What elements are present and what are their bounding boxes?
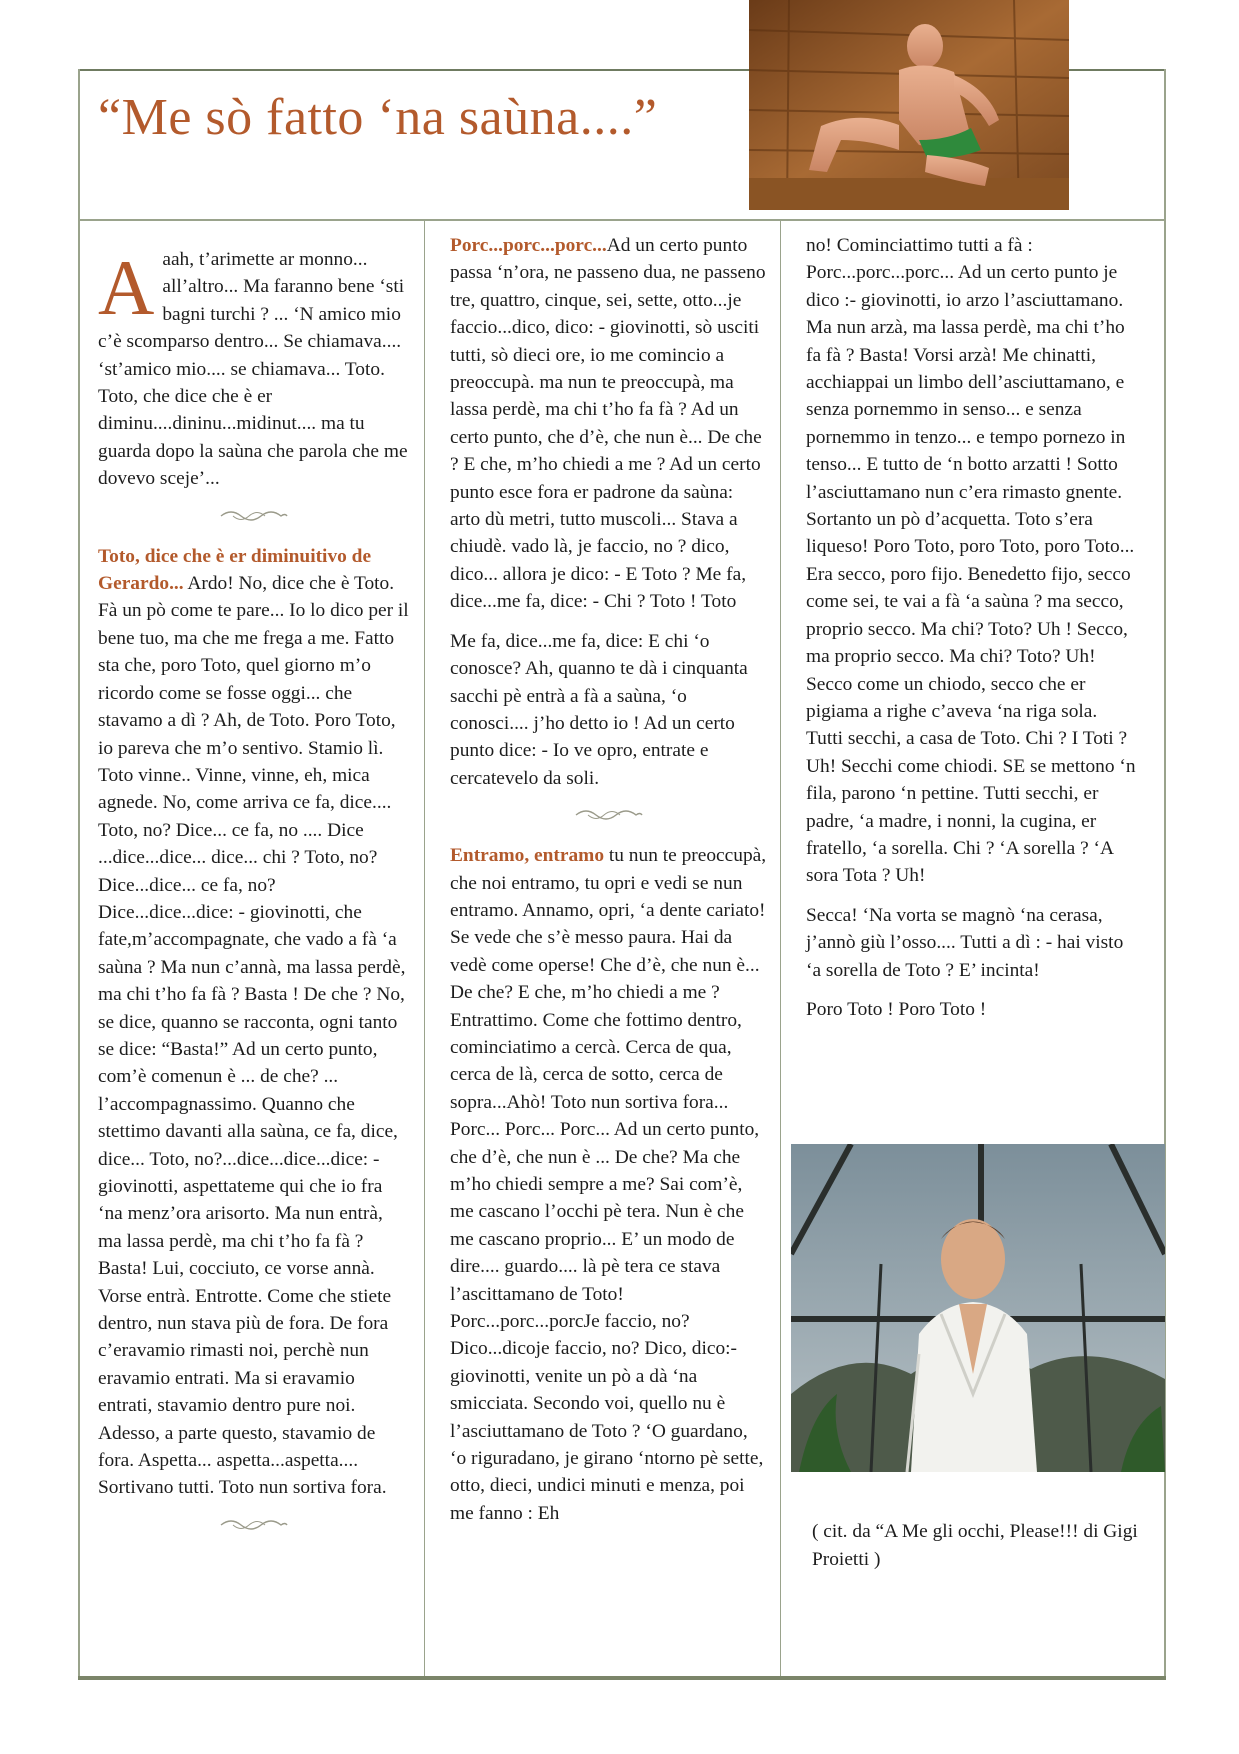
column-2-lead-heading-2: Entramo, entramo <box>450 845 605 867</box>
column-divider-2 <box>780 220 781 1676</box>
header-divider <box>78 219 1166 221</box>
sauna-photo <box>749 0 1069 210</box>
column-3-paragraph-1: no! Cominciattimo tutti a fà : Porc...porc...porc... Ad un certo punto je dico :- giovinotti, io arzo l’asciuttamano. Ma nun arzà, ma lassa perdè, ma chi t’ho fa fà ? Basta! Vorsi arzà! Me chinatti, acchiappai un limbo dell’asciuttamano, e senza pornemmo in senso... e senza pornemmo in tenzo... e tempo pornezo in tenso... E tutto de ‘n botto arzatti ! Sotto l’asciuttamano nun c’era rimasto gnente. Sortanto un pò d’acquetta. Toto s’era liqueso! Poro Toto, poro Toto, poro Toto... Era secco, poro fijo. Benedetto fijo, secco come sei, te vai a fà ‘a saùna ? ma secco, proprio secco. Ma chi? Toto? Uh ! Secco, ma proprio secco. Ma chi? Toto? Uh! Secco come un chiodo, secco che er pigiama a righe c’aveva ‘na riga sola. Tutti secchi, a casa de Toto. Chi ? I Toti ? Uh! Secchi come chiodi. SE se mettono ‘n fila, parono ‘n pettine. Tutti secchi, er padre, ‘a madre, i nonni, la cugina, er fratello, ‘a sorella. Chi ? ‘A sorella ? ‘A sora Tota ? Uh! <box>806 235 1136 887</box>
frame-bottom-rule <box>78 1676 1166 1680</box>
citation: ( cit. da “A Me gli occhi, Please!!! di Gigi Proietti ) <box>812 1521 1138 1570</box>
flourish-ornament-icon <box>219 1516 289 1534</box>
article-column-3 <box>806 232 1138 1035</box>
column-2-paragraph-3: tu nun te preoccupà, che noi entramo, tu opri e vedi se nun entramo. Annamo, opri, ‘a dente cariato! Se vede che s’è messo paura. Hai da vedè come operse! Che d’è, che nun è... De che? E che, m’ho chiedi a me ? Entrattimo. Come che fottimo dentro, cominciatimo a cercà. Cerca de qua, cerca de là, cerca de sotto, cerca de sopra...Ahò! Toto nun sortiva fora... Porc... Porc... Porc... Ad un certo punto, che d’è, che nun è ... De che? Ma che m’ho chiedi sempre a me? Sai com’è, me cascano l’occhi pè tera. Nun è che me cascano proprio... E’ un modo de dire.... guardo.... là pè tera ce stava l’ascittamano de Toto! Porc...porc...porcJe faccio, no? Dico...dicoje faccio, no? Dico, dico:- giovinotti, venite un pò a dà ‘na smicciata. Secondo voi, quello nu è l’asciuttamano de Toto ? ‘O guardano, ‘o riguradano, je girano ‘ntorno pè sette, otto, dieci, undici minuti e menza, poi me fanno : Eh <box>450 845 767 1524</box>
article-column-2 <box>450 232 768 1527</box>
page-title: “Me sò fatto ‘na saùna....” <box>98 89 658 146</box>
column-divider-1 <box>424 220 425 1676</box>
bathrobe-photo <box>791 1144 1165 1472</box>
flourish-ornament-icon <box>574 806 644 824</box>
column-2-paragraph-2: Me fa, dice...me fa, dice: E chi ‘o conosce? Ah, quanno te dà i cinquanta sacchi pè entrà a fà a saùna, ‘o conosci.... j’ho detto io ! Ad un certo punto dice: - Io ve opro, entrate e cercatevelo da soli. <box>450 630 748 789</box>
column-2-paragraph-1: Ad un certo punto passa ‘n’ora, ne passeno dua, ne passeno tre, quattro, cinque, sei, sette, otto...je faccio...dico, dico: - giovinotti, sò usciti tutti, sò dieci ore, io me comincio a preoccupà. ma nun te preoccupà, ma lassa perdè, ma chi t’ho fa fà ? Ad un certo punto, che d’è, che nun è... De che ? E che, m’ho chiedi a me ? Ad un certo punto esce fora er padrone da saùna: arto dù metri, tutto muscoli... Stava a chiudè. vado là, je faccio, no ? dico, dico... allora je dico: - E Toto ? Me fa, dice...me fa, dice: - Chi ? Toto ! Toto <box>450 235 766 613</box>
frame-left-rule <box>78 69 80 1678</box>
column-3-paragraph-2: Secca! ‘Na vorta se magnò ‘na cerasa, j’annò giù l’osso.... Tutti a dì : - hai visto ‘a sorella de Toto ? E’ incinta! <box>806 904 1124 981</box>
flourish-ornament-icon <box>219 507 289 525</box>
column-1-paragraph-1: aah, t’arimette ar monno... all’altro... Ma faranno bene ‘sti bagni turchi ? ... ‘N amico mio c’è scomparso dentro... Se chiamava.... ‘st’amico mio.... se chiamava... Toto. Toto, che dice che è er diminu....dininu...midinut.... ma tu guarda dopo la saùna che parola che me dovevo sceje’... <box>98 249 408 490</box>
column-3-paragraph-3: Poro Toto ! Poro Toto ! <box>806 998 987 1020</box>
article-column-1 <box>98 246 410 1552</box>
column-1-lead-heading: Toto, dice che è er diminuitivo de Gerardo... <box>98 545 372 595</box>
drop-cap: A <box>98 244 155 331</box>
column-1-paragraph-2: Ardo! No, dice che è Toto. Fà un pò come te pare... Io lo dico per il bene tuo, ma che me frega a me. Fatto sta che, poro Toto, quel giorno m’o ricordo come se fosse oggi... che stavamo a dì ? Ah, de Toto. Poro Toto, io pareva che m’o sentivo. Stamio lì. Toto vinne.. Vinne, vinne, eh, mica agnede. No, come arriva ce fa, dice.... Toto, no? Dice... ce fa, no .... Dice ...dice...dice... dice... chi ? Toto, no? Dice...dice... ce fa, no? Dice...dice...dice: - giovinotti, che fate,m’accompagnate, che vado a fà ‘a saùna ? Ma nun c’annà, ma lassa perdè, ma chi t’ho fa fà ? Basta ! De che ? No, se dice, quanno se racconta, ogni tanto se dice: “Basta!” Ad un certo punto, com’è comenun è ... de che? ... l’accompagnassimo. Quanno che stettimo davanti alla saùna, ce fa, dice, dice... Toto, no?...dice...dice...dice: - giovinotti, aspettateme qui che io fra ‘na menz’ora arisorto. Ma nun entrà, ma lassa perdè, ma chi t’ho fa fà ? Basta! Lui, cocciuto, ce vorse annà. Vorse entrà. Entrotte. Come che stiete dentro, nun stava più de fora. De fora c’eravamio rimasti noi, perchè nun eravamio entrati. Ma si eravamio entrati, stavamio dentro pure noi. Adesso, a parte questo, stavamio de fora. Aspetta... aspetta...aspetta.... Sortivano tutti. Toto nun sortiva fora. <box>98 573 409 1499</box>
column-2-lead-heading: Porc...porc...porc... <box>450 235 607 256</box>
